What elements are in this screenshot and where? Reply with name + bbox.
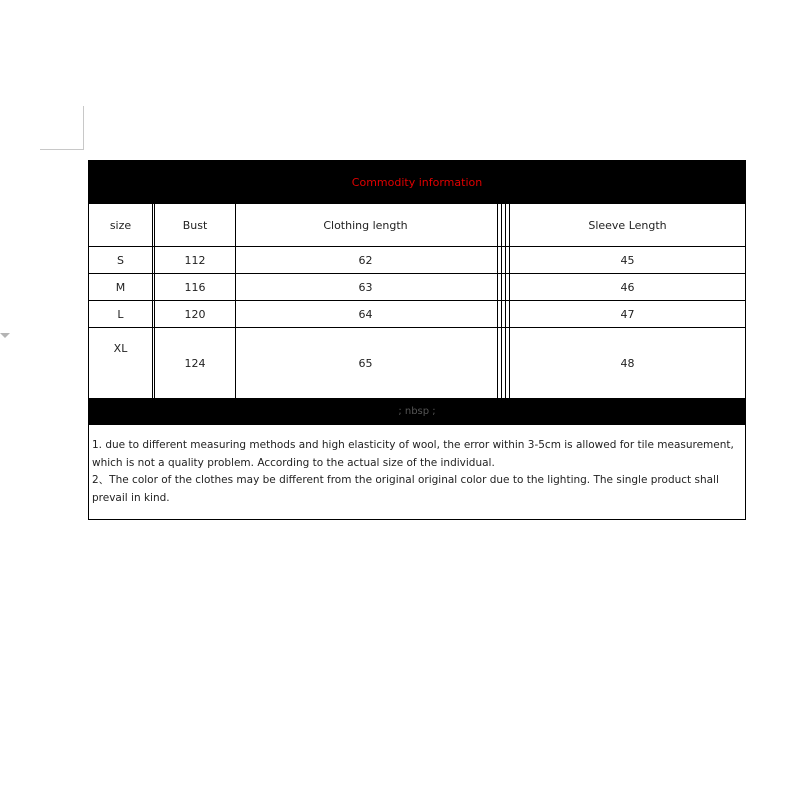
header-clothing-length: Clothing length	[323, 218, 408, 232]
cell-size-label: XL	[113, 342, 128, 355]
header-size: size	[89, 204, 155, 246]
page-margin-corner-mark	[40, 106, 84, 150]
table-row	[89, 247, 745, 274]
cell-bust: 120	[155, 301, 236, 327]
column-divider	[497, 204, 510, 246]
cell-sleeve-length: 46	[620, 280, 635, 294]
cell-clothing-length: 65	[358, 356, 373, 370]
column-divider	[497, 301, 510, 327]
cell-size: S	[89, 247, 155, 273]
note-item: 2、The color of the clothes may be different from the original original color due to the lighting. The single product shall prevail in kind.	[92, 474, 719, 504]
column-divider	[497, 274, 510, 300]
header-sleeve-length: Sleeve Length	[588, 218, 667, 232]
column-divider	[497, 247, 510, 273]
cell-size: M	[89, 274, 155, 300]
cell-sleeve-length: 47	[620, 307, 635, 321]
header-bust: Bust	[155, 204, 236, 246]
size-grid	[88, 204, 746, 398]
column-divider	[497, 328, 510, 398]
cell-clothing-length: 62	[358, 253, 373, 267]
header-row	[89, 204, 745, 247]
commodity-table	[88, 160, 746, 520]
table-row	[89, 274, 745, 301]
table-row	[89, 301, 745, 328]
cell-bust: 112	[155, 247, 236, 273]
table-footer-bar	[88, 398, 746, 425]
cell-size	[89, 328, 155, 398]
table-title: Commodity information	[351, 175, 483, 189]
cell-clothing-length: 64	[358, 307, 373, 321]
cell-sleeve-length: 48	[620, 356, 635, 370]
cell-size: L	[89, 301, 155, 327]
notes-box	[88, 425, 746, 520]
note-item: 1. due to different measuring methods and high elasticity of wool, the error within 3-5cm is allowed for tile measurement, which is not a quality problem. According to the actual size of the individual.	[92, 439, 734, 469]
table-row	[89, 328, 745, 398]
footer-bar-text: ; nbsp ;	[398, 406, 436, 417]
table-title-bar	[88, 160, 746, 204]
collapse-arrow-icon[interactable]	[0, 333, 10, 338]
cell-bust: 124	[155, 328, 236, 398]
cell-sleeve-length: 45	[620, 253, 635, 267]
cell-bust: 116	[155, 274, 236, 300]
cell-clothing-length: 63	[358, 280, 373, 294]
